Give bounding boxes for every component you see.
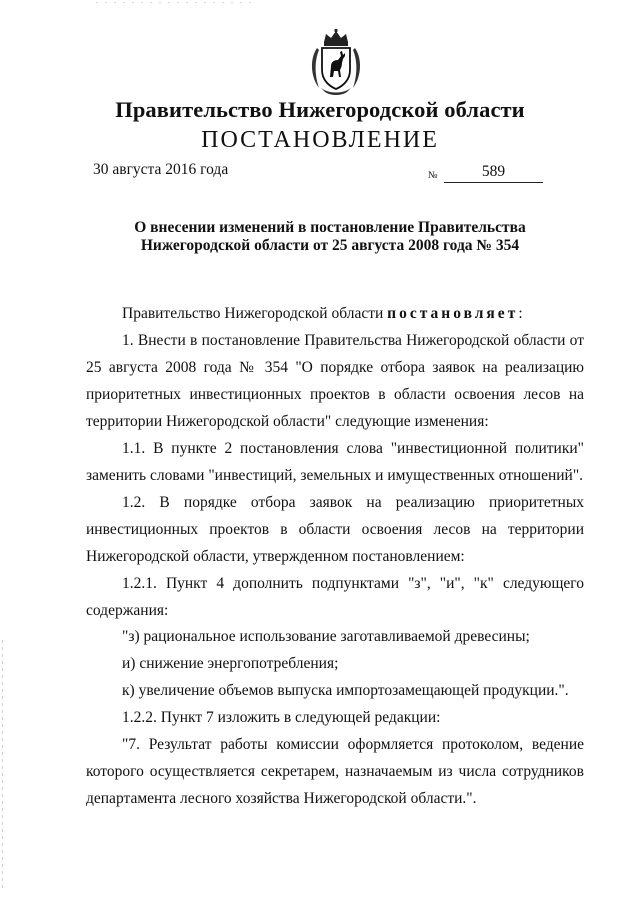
paragraph-line: Нижегородской области, утвержденном постановлением: bbox=[86, 548, 465, 565]
paragraph-line: инвестиционных проектов в области освоения лесов на территории bbox=[86, 521, 584, 538]
paragraph-line: территории Нижегородской области" следующие изменения: bbox=[86, 413, 489, 430]
scan-artifact-top bbox=[96, 2, 256, 3]
list-item: "з) рациональное использование заготавливаемой древесины; bbox=[122, 628, 530, 645]
paragraph-line: содержания: bbox=[86, 602, 169, 619]
list-item: к) увеличение объемов выпуска импортозамещающей продукции.". bbox=[122, 682, 569, 699]
preamble-colon: : bbox=[518, 305, 523, 322]
document-type: ПОСТАНОВЛЕНИЕ bbox=[201, 127, 439, 153]
coat-of-arms-icon bbox=[307, 28, 365, 96]
paragraph-line: 1.2.1. Пункт 4 дополнить подпунктами "з", "и", "к" следующего bbox=[122, 575, 584, 592]
paragraph-line: 1.2. В порядке отбора заявок на реализацию приоритетных bbox=[122, 494, 584, 511]
preamble bbox=[122, 305, 620, 323]
scan-artifact-left bbox=[2, 640, 3, 890]
paragraph-line: приоритетных инвестиционных проектов в области освоения лесов на bbox=[86, 386, 584, 403]
document-number: 589 bbox=[444, 162, 543, 183]
paragraph-line: 1.2.2. Пункт 7 изложить в следующей редакции: bbox=[122, 709, 441, 726]
document-date: 30 августа 2016 года bbox=[93, 161, 229, 178]
paragraph-line: департамента лесного хозяйства Нижегородской области.". bbox=[86, 790, 477, 807]
paragraph-line: которого осуществляется секретарем, назначаемым из числа сотрудников bbox=[86, 763, 584, 780]
paragraph-line: 1.1. В пункте 2 постановления слова "инвестиционной политики" bbox=[122, 440, 584, 457]
subject-line: О внесении изменений в постановление Правительства bbox=[134, 219, 526, 236]
number-sign: № bbox=[428, 170, 438, 181]
paragraph-line: заменить словами "инвестиций, земельных и имущественных отношений". bbox=[86, 467, 584, 484]
paragraph-line: 25 августа 2008 года № 354 "О порядке отбора заявок на реализацию bbox=[86, 359, 584, 376]
government-title: Правительство Нижегородской области bbox=[115, 97, 525, 122]
document-subject bbox=[100, 219, 560, 255]
subject-line: Нижегородской области от 25 августа 2008 года № 354 bbox=[140, 237, 520, 254]
preamble-keyword: постановляет bbox=[387, 305, 519, 322]
paragraph-line: "7. Результат работы комиссии оформляется протоколом, ведение bbox=[122, 736, 584, 753]
list-item: и) снижение энергопотребления; bbox=[122, 655, 339, 672]
paragraph-line: 1. Внести в постановление Правительства Нижегородской области от bbox=[122, 332, 584, 349]
preamble-text: Правительство Нижегородской области bbox=[122, 305, 388, 322]
